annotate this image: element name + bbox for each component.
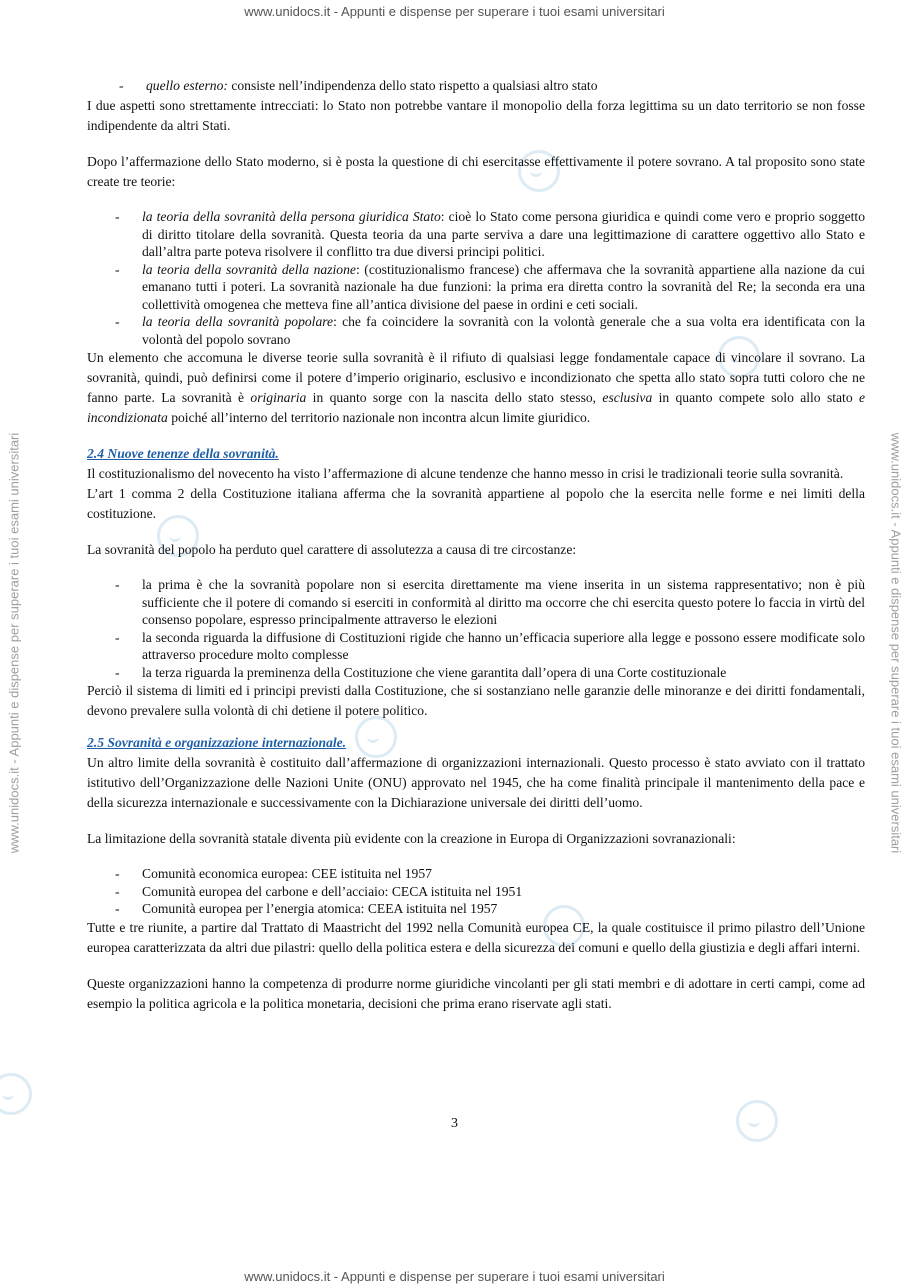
paragraph: Perciò il sistema di limiti ed i principi previsti dalla Costituzione, che si sostanziano nelle garanzie delle minoranze e dei diritti fondamentali, devono prevalere sulla volontà di chi detiene il potere politico. (87, 683, 865, 718)
paragraph: L’art 1 comma 2 della Costituzione italiana afferma che la sovranità appartiene al popolo che la esercita nelle forme e nei limiti della costituzione. (87, 486, 865, 521)
list-item: - la terza riguarda la preminenza della Costituzione che viene garantita dall’opera di una Corte costituzionale (87, 664, 865, 682)
paragraph: Un altro limite della sovranità è costituito dall’affermazione di organizzazioni internazionali. Questo processo è stato avviato con il trattato istitutivo dell’Organizzazione delle Nazioni Unite (ONU) approvato nel 1945, che ha come finalità principale il mantenimento della pace e della sicurezza internazionale e successivamente con la Dichiarazione universale dei diritti dell’uomo. (87, 755, 865, 810)
list-item: - quello esterno: consiste nell’indipendenza dello stato rispetto a qualsiasi altro stato (87, 76, 865, 96)
unidocs-logo-icon (0, 1073, 32, 1115)
list-item: - Comunità europea del carbone e dell’acciaio: CECA istituita nel 1951 (87, 883, 865, 901)
document-body (87, 76, 865, 1014)
section-heading: 2.5 Sovranità e organizzazione internazionale. (87, 735, 347, 750)
page-number: 3 (451, 1116, 458, 1131)
paragraph: La limitazione della sovranità statale diventa più evidente con la creazione in Europa di Organizzazioni sovranazionali: (87, 831, 736, 846)
paragraph: I due aspetti sono strettamente intrecciati: lo Stato non potrebbe vantare il monopolio della forza legittima su un dato territorio se non fosse indipendente da altri Stati. (87, 98, 865, 133)
list-item: - Comunità europea per l’energia atomica: CEEA istituita nel 1957 (87, 900, 865, 918)
list-item: - la teoria della sovranità popolare: che fa coincidere la sovranità con la volontà generale che a sua volta era identificata con la volontà del popolo sovrano (87, 313, 865, 348)
footer-banner: www.unidocs.it - Appunti e dispense per superare i tuoi esami universitari (244, 1269, 665, 1284)
list-item: - la prima è che la sovranità popolare non si esercita direttamente ma viene inserita in un sistema rappresentativo; non è più sufficiente che il potere di comando si eserciti in conformità al diritto ma occorre che chi esercita questo potere lo faccia in virtù del consenso popolare, espresso principalmente attraverso le elezioni (87, 576, 865, 629)
theories-list (87, 208, 865, 348)
list-item: - Comunità economica europea: CEE istituita nel 1957 (87, 865, 865, 883)
list-item: - la seconda riguarda la diffusione di Costituzioni rigide che hanno un’efficacia superiore alla legge e possono essere modificate solo attraverso procedure molto complesse (87, 629, 865, 664)
header-banner: www.unidocs.it - Appunti e dispense per superare i tuoi esami universitari (244, 4, 665, 19)
paragraph: Dopo l’affermazione dello Stato moderno, si è posta la questione di chi esercitasse effettivamente il potere sovrano. A tal proposito sono state create tre teorie: (87, 154, 865, 189)
circumstances-list (87, 576, 865, 681)
section-heading: 2.4 Nuove tenenze della sovranità. (87, 446, 279, 461)
communities-list (87, 865, 865, 918)
list-item: - la teoria della sovranità della persona giuridica Stato: cioè lo Stato come persona giuridica e quindi come vero e proprio soggetto di diritto titolare della sovranità. Questa teoria da una parte serviva a dare una legittimazione di carattere oggettivo allo Stato e dall’altra parte poteva risolvere il conflitto tra due diversi principi politici. (87, 208, 865, 261)
paragraph: Queste organizzazioni hanno la competenza di produrre norme giuridiche vincolanti per gli stati membri e di adottare in certi campi, come ad esempio la politica agricola e la politica monetaria, decisioni che prima erano riservate agli stati. (87, 975, 865, 1011)
sovereignty-aspects-list (87, 76, 865, 96)
paragraph: La sovranità del popolo ha perduto quel carattere di assolutezza a causa di tre circostanze: (87, 542, 577, 557)
list-item: - la teoria della sovranità della nazione: (costituzionalismo francese) che affermava che la sovranità appartiene alla nazione da cui emanano tutti i poteri. La sovranità nazionale ha due funzioni: la prima era diretta contro la sovranità del Re; la seconda era una collettività omogenea che metteva fine all’antica divisione del paese in ordini e ceti sociali. (87, 261, 865, 314)
paragraph: Tutte e tre riunite, a partire dal Trattato di Maastricht del 1992 nella Comunità europea CE, la quale costituisce il primo pilastro dell’Unione europea caratterizzata da altri due pilastri: quello della politica estera e della sicurezza dei comuni e quello della giustizia e degli affari interni. (87, 919, 865, 955)
paragraph: Un elemento che accomuna le diverse teorie sulla sovranità è il rifiuto di qualsiasi legge fondamentale capace di vincolare il sovrano. La sovranità, quindi, può definirsi come il potere d’imperio originario, esclusivo e incondizionato che spetta allo stato sopra tutti coloro che ne fanno parte. La sovranità è originaria in quanto sorge con la nascita dello stato stesso, esclusiva in quanto compete solo allo stato e incondizionata poiché all’interno del territorio nazionale non incontra alcun limite giuridico. (87, 350, 866, 425)
paragraph: Il costituzionalismo del novecento ha visto l’affermazione di alcune tendenze che hanno messo in crisi le tradizionali teorie sulla sovranità. (87, 466, 844, 481)
